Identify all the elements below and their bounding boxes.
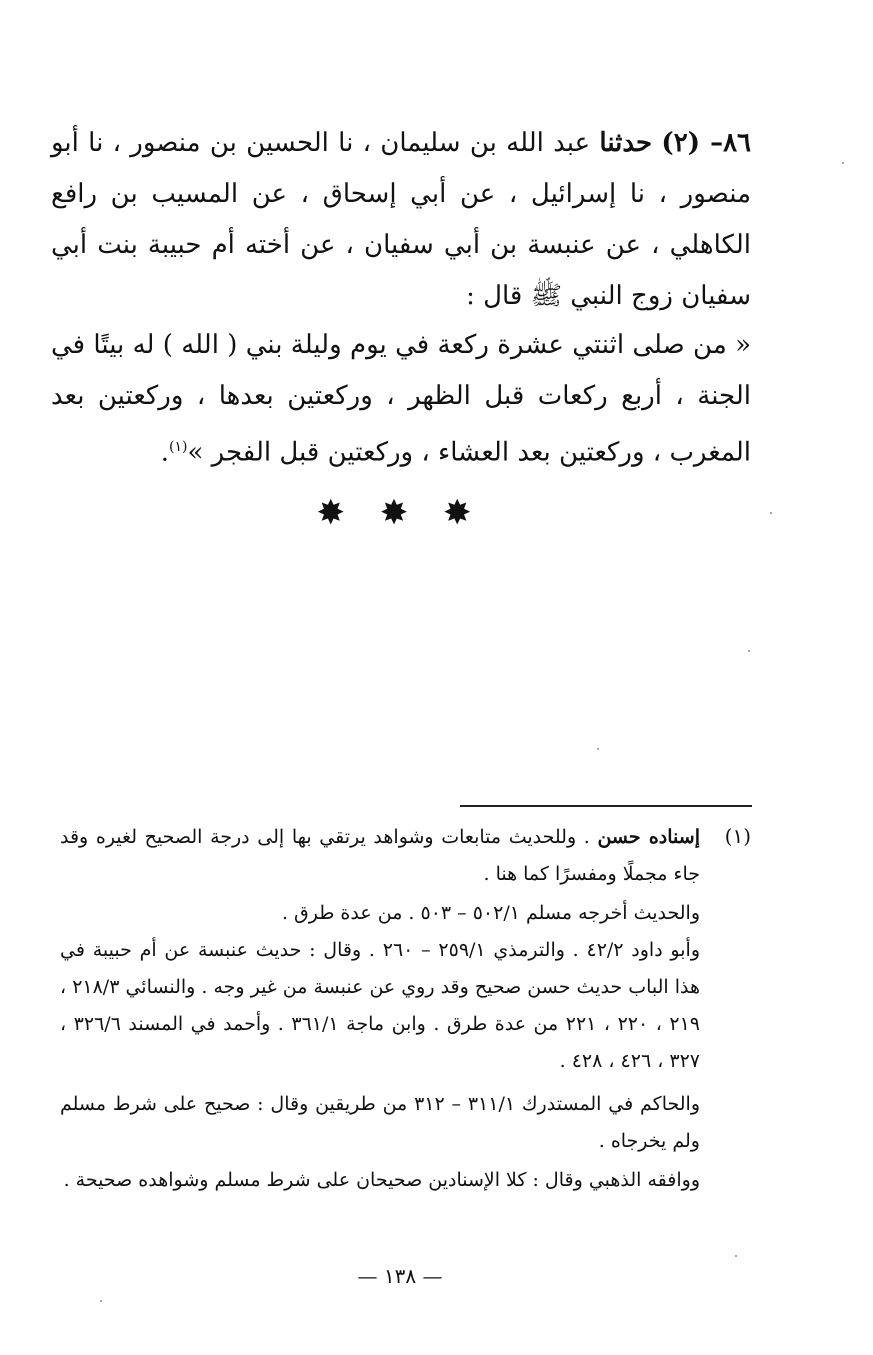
footnote-text-3: وأبو داود ٤٢/٢ . والترمذي ٢٥٩/١ – ٢٦٠ . وقال : حديث عنبسة عن أم حبيبة في هذا الباب حديث حسن صحيح وقد روي عن عنبسة من غير وجه . والنسائي ٢١٨/٣ ، ٢١٩ ، ٢٢٠ ، ٢٢١ من عدة طرق . وابن ماجة ٣٦١/١ . وأحمد في المسند ٣٢٦/٦ ، ٣٢٧ ، ٤٢٦ ، ٤٢٨ . [60, 939, 701, 1072]
hadith-isnad: عبد الله بن سليمان ، نا الحسين بن منصور ، نا أبو منصور ، نا إسرائيل ، عن أبي إسحاق ، عن المسيب بن رافع الكاهلي ، عن عنبسة بن أبي سفيان ، عن أخته أم حبيبة بنت أبي سفيان زوج النبي ﷺ قال : [51, 128, 751, 311]
haddathana-keyword: حدثنا [599, 128, 653, 158]
footnote-grade: إسناده حسن [597, 826, 700, 848]
hadith-number: ٨٦– (٢) [661, 128, 752, 158]
footnote-paragraph-5 [60, 1162, 700, 1199]
footnote-marker: (١) [724, 824, 751, 848]
section-separator-stars: ✸ ✸ ✸ [316, 493, 484, 533]
hadith-matn-paragraph [51, 320, 751, 479]
scan-speck [100, 1300, 102, 1302]
footnote-paragraph-1 [60, 819, 700, 893]
hadith-matn: « من صلى اثنتي عشرة ركعة في يوم وليلة بني ( الله ) له بيتًا في الجنة ، أربع ركعات قبل الظهر ، وركعتين بعدها ، وركعتين بعد المغرب ، وركعتين بعد العشاء ، وركعتين قبل الفجر » [51, 330, 751, 468]
footnote-paragraph-2 [100, 895, 700, 932]
footnote-text-1: . وللحديث متابعات وشواهد يرتقي بها إلى درجة الصحيح لغيره وقد جاء مجملًا ومفسرًا كما هنا . [60, 826, 700, 885]
footnote-text-4: والحاكم في المستدرك ٣١١/١ – ٣١٢ من طريقين وقال : صحيح على شرط مسلم ولم يخرجاه . [60, 1093, 700, 1152]
scan-speck [735, 1255, 737, 1257]
page-number: — ١٣٨ — [357, 1264, 443, 1288]
scan-speck [597, 748, 599, 750]
footnote-reference: (١) [169, 439, 188, 455]
footnote-text-5: ووافقه الذهبي وقال : كلا الإسنادين صحيحان على شرط مسلم وشواهده صحيحة . [63, 1169, 700, 1191]
footnote-paragraph-3 [60, 932, 700, 1080]
hadith-isnad-paragraph [51, 118, 751, 322]
scan-speck [842, 162, 844, 164]
hadith-end-mark: . [160, 437, 170, 468]
scan-speck [748, 650, 750, 652]
scan-speck [770, 512, 772, 514]
footnote-paragraph-4 [60, 1086, 700, 1160]
footnote-rule [460, 805, 752, 807]
footnote-text-2: والحديث أخرجه مسلم ٥٠٢/١ – ٥٠٣ . من عدة طرق . [281, 902, 700, 924]
